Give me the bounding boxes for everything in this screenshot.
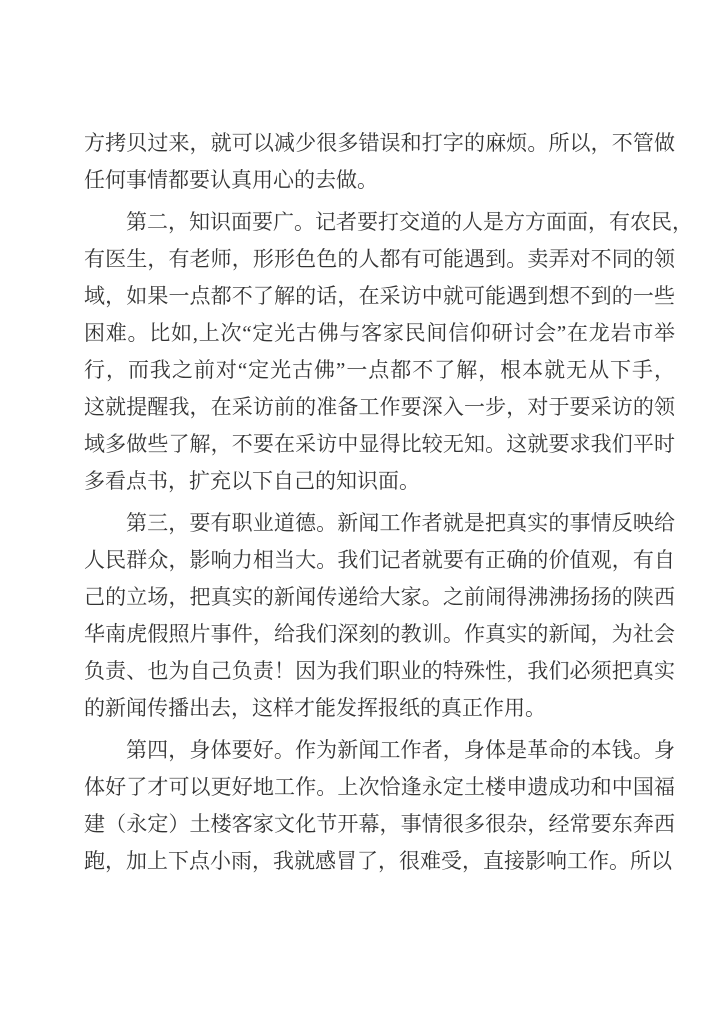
paragraph: [84, 125, 675, 199]
text-line: 困难。比如,上次“定光古佛与客家民间信仰研讨会”在龙岩市举: [84, 321, 675, 345]
text-line: 负责、也为自己负责！因为我们职业的特殊性，我们必须把真实: [84, 659, 675, 683]
text-line: 己的立场，把真实的新闻传递给大家。之前闹得沸沸扬扬的陕西: [84, 585, 675, 609]
document-text-block: [84, 125, 693, 885]
text-line: 域多做些了解，不要在采访中显得比较无知。这就要求我们平时: [84, 432, 675, 456]
paragraph: [84, 732, 675, 880]
text-line: 第二，知识面要广。记者要打交道的人是方方面面，有农民，: [126, 210, 693, 234]
text-line: 体好了才可以更好地工作。上次恰逢永定土楼申遗成功和中国福: [84, 775, 675, 799]
text-line: 多看点书，扩充以下自己的知识面。: [84, 469, 420, 493]
text-line: 人民群众，影响力相当大。我们记者就要有正确的价值观，有自: [84, 548, 675, 572]
text-line: 第三，要有职业道德。新闻工作者就是把真实的事情反映给: [126, 511, 675, 535]
text-line: 第四，身体要好。作为新闻工作者，身体是革命的本钱。身: [126, 738, 675, 762]
text-line: 建（永定）土楼客家文化节开幕，事情很多很杂，经常要东奔西: [84, 812, 675, 836]
paragraph: [84, 505, 675, 727]
text-line: 跑，加上下点小雨，我就感冒了，很难受，直接影响工作。所以: [84, 849, 672, 873]
paragraph: [84, 204, 693, 500]
text-line: 这就提醒我，在采访前的准备工作要深入一步，对于要采访的领: [84, 395, 675, 419]
text-line: 的新闻传播出去，这样才能发挥报纸的真正作用。: [84, 696, 546, 720]
text-line: 行，而我之前对“定光古佛”一点都不了解，根本就无从下手，: [84, 358, 675, 382]
text-line: 方拷贝过来，就可以减少很多错误和打字的麻烦。所以，不管做: [84, 131, 675, 155]
text-line: 任何事情都要认真用心的去做。: [84, 168, 378, 192]
text-line: 有医生，有老师，形形色色的人都有可能遇到。卖弄对不同的领: [84, 247, 675, 271]
text-line: 域，如果一点都不了解的话，在采访中就可能遇到想不到的一些: [84, 284, 675, 308]
text-line: 华南虎假照片事件，给我们深刻的教训。作真实的新闻，为社会: [84, 622, 675, 646]
